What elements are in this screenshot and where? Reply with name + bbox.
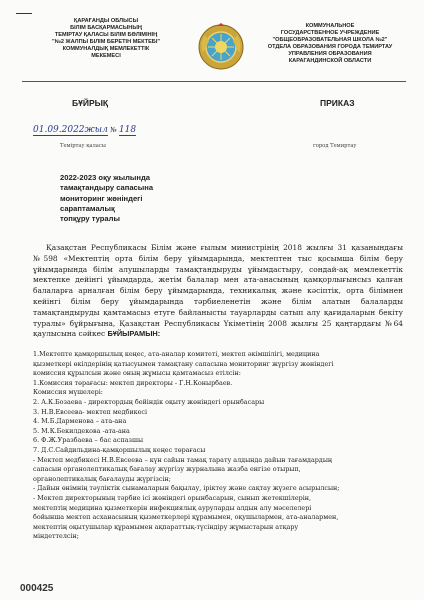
order-date: 01.09.2022жыл xyxy=(33,125,108,135)
order-item-line: мектептің оқытушылар құрамымен ақпараттық-түсіндіру жұмыстарын атқару xyxy=(33,522,299,531)
header-right-russian xyxy=(250,23,410,65)
header-left-line: МЕКЕМЕСІ xyxy=(91,53,121,59)
title-line: мониторинг жөніндегі xyxy=(60,193,143,203)
order-item-line: сапасын органолептикалық бағалау жүргізу журналына жазба енгізе отырып, xyxy=(33,465,301,474)
order-number: 118 xyxy=(118,125,137,135)
order-label-kazakh: БҰЙРЫҚ xyxy=(72,98,109,108)
order-item-line: 7. Д.С.Сайдильдина-қамқоршылық кеңес төрағасы xyxy=(33,445,206,454)
order-title xyxy=(60,173,260,224)
order-item-line: - Мектеп директорының тәрбие ісі жөніндегі орынбасарын, сынып жетекшілерін, xyxy=(33,493,312,502)
city-kazakh: Теміртау қаласы xyxy=(60,143,106,149)
header-right-line: КОММУНАЛЬНОЕ xyxy=(305,23,355,29)
order-item-line: 1.Комиссия төрағасы: мектеп директоры - Г.Н.Конырбаев. xyxy=(33,378,233,387)
title-line: 2022-2023 оқу жылында xyxy=(60,173,151,182)
state-emblem-icon xyxy=(197,23,245,71)
order-item-line: органолептикалық бағалауды жүргізсін; xyxy=(33,474,171,483)
header-right-line: ОТДЕЛА ОБРАЗОВАНИЯ ГОРОДА ТЕМИРТАУ xyxy=(267,44,393,50)
order-keyword: БҰЙЫРАМЫН: xyxy=(107,329,161,339)
header-left-kazakh xyxy=(26,18,186,60)
header-right-line: КАРАГАНДИНСКОЙ ОБЛАСТИ xyxy=(288,58,372,64)
order-item-line: - Мектеп медбикесі Н.В.Евсеева – күн сайын тамақ тарату алдында дайын тағамдардың xyxy=(33,455,333,464)
header-left-line: ТЕМІРТАУ ҚАЛАСЫ БІЛІМ БӨЛІМІНІҢ xyxy=(54,32,158,38)
header-right-line: "ОБЩЕОБРАЗОВАТЕЛЬНАЯ ШКОЛА №2" xyxy=(272,37,388,43)
order-item-line: 2. А.К.Бозаева - директордың бейіндік оқыту жөніндегі орынбасары xyxy=(33,397,265,406)
title-line: топқұру туралы xyxy=(60,214,120,224)
number-sign: № xyxy=(110,126,117,134)
order-item-line: бойынша мектеп асханасының қызметкерлері құрамымен, оқушылармен, ата-аналармен, xyxy=(33,513,339,522)
page-stamp-number: 000425 xyxy=(20,583,54,594)
title-line: тамақтандыру сапасына xyxy=(60,183,154,193)
intro-paragraph xyxy=(33,243,403,340)
header-divider xyxy=(22,81,406,82)
order-item-line: міндеттелсін; xyxy=(33,532,79,541)
title-line: сараптамалық xyxy=(60,203,115,213)
order-item-line: 6. Ф.Ж.Уразбаева – бас аспазшы xyxy=(33,436,144,445)
header-left-line: "№2 ЖАЛПЫ БІЛІМ БЕРЕТІН МЕКТЕБІ" xyxy=(51,39,161,45)
order-item-line: 3. Н.В.Евсеева- мектеп медбикесі xyxy=(33,407,148,416)
order-item-line: қызметкері өкілдерінің қатысуымен тамақтану сапасына мониторинг жүргізу жөніндегі xyxy=(33,359,334,368)
header-left-line: КОММУНАЛДЫҚ МЕМЛЕКЕТТІК xyxy=(62,46,150,52)
order-item-line: мектептің медицина қызметкерін инфекциялық ауруларды алдын алу мәселелері xyxy=(33,503,312,512)
order-label-russian: ПРИКАЗ xyxy=(320,98,355,108)
header-left-line: ҚАРАҒАНДЫ ОБЛЫСЫ xyxy=(73,18,139,24)
header-right-line: ГОСУДАРСТВЕННОЕ УЧРЕЖДЕНИЕ xyxy=(280,30,380,36)
order-item-line: 5. М.К.Бекилдекова -ата-ана xyxy=(33,426,130,435)
order-item-line: Комиссия мүшелері: xyxy=(33,388,103,397)
order-item-line: 4. М.Б.Дарменова – ата-ана xyxy=(33,417,127,426)
header-left-line: БІЛІМ БАСҚАРМАСЫНЫҢ xyxy=(70,25,142,31)
header-right-line: УПРАВЛЕНИЯ ОБРАЗОВАНИЯ xyxy=(288,51,372,57)
order-item-line: 1.Мектепте қамқоршылық кеңес, ата-аналар комитеті, мектеп әкімшілігі, медицина xyxy=(33,350,320,358)
order-item-line: комиссия құрылсын және оның жұмысы қамтамасыз етілсін: xyxy=(33,369,241,378)
date-number-line xyxy=(33,125,136,136)
city-russian: город Темиртау xyxy=(313,143,357,149)
order-items xyxy=(33,350,403,542)
order-item-line: - Дайын өнімнің тәуліктік сынамаларын бақылау, іріктеу және сақтау жүзеге асырылсын; xyxy=(33,484,340,493)
top-dash xyxy=(16,13,32,14)
intro-text: Қазақстан Республикасы Білім және ғылым министрінің 2018 жылғы 31 қазанындағы №598 «Мектептің орта білім беру ұйымдарында, мектептен тыс қосымша білім беру ұйымдарында білім алушыларды тамақтандыруды ұйымдастыру, сондай-ақ мемлекеттік мектепке дейінгі ұйымдарда, жетім балалар мен ата-анасының қамқорлығынсыз қалған балаларға арналған білім беру ұйымдарында, техникалық және кәсіптік, орта білімнен кейінгі білім беру ұйымдарында тәрбиеленетін және білім алатын балаларды тамақтандыруды қамтамасыз етуге байланысты тауарларды сатып алу қағидаларын бекіту туралы» бұйрығына, Қазақстан Республикасы Үкіметінің 2008 жылғы 25 қаңтардағы №64 қаулысына сәйкес xyxy=(33,243,403,339)
